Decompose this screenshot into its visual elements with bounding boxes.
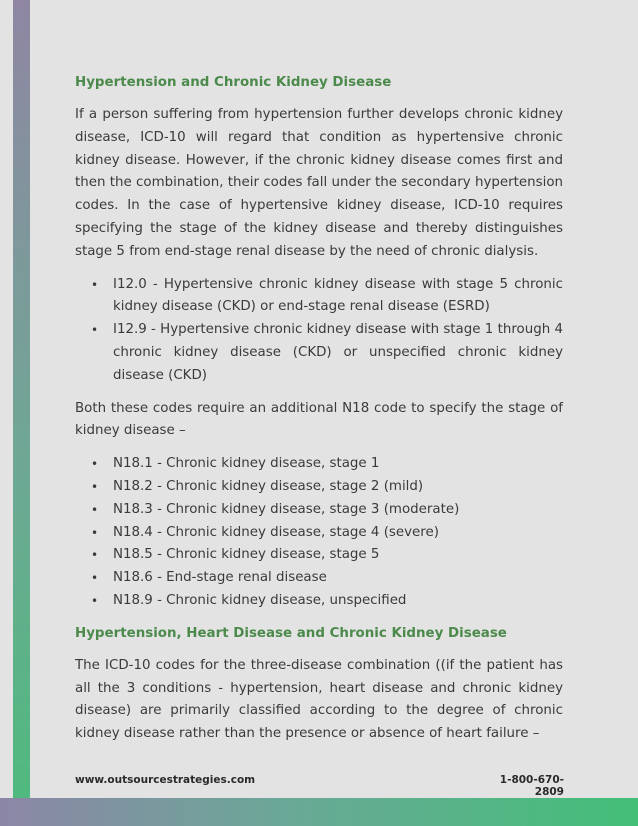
list-item (75, 590, 563, 613)
list-item (75, 274, 563, 320)
bullet-icon: • (91, 323, 99, 338)
bullet-icon: • (91, 525, 99, 540)
list-item-text: I12.0 - Hypertensive chronic kidney disease with stage 5 chronic kidney disease (CKD) or end-stage renal disease (ESRD) (113, 276, 563, 315)
bullet-icon: • (91, 571, 99, 586)
section1-paragraph: If a person suffering from hypertension further develops chronic kidney disease, ICD-10 will regard that condition as hypertensive chronic kidney disease. However, if the chronic kidney disease comes first and then the combination, their codes fall under the secondary hypertension codes. In the case of hypertensive kidney disease, ICD-10 requires specifying the stage of the kidney disease and thereby distinguishes stage 5 from end-stage renal disease by the need of chronic dialysis. (75, 107, 563, 259)
list-item (75, 453, 563, 476)
list-item-text: N18.1 - Chronic kidney disease, stage 1 (113, 456, 380, 472)
list-item-text: N18.4 - Chronic kidney disease, stage 4 (severe) (113, 524, 439, 540)
footer-phone: 1-800-670-2809 (499, 774, 564, 798)
section2-heading: Hypertension, Heart Disease and Chronic Kidney Disease (75, 625, 507, 641)
section2-paragraph: The ICD-10 codes for the three-disease combination ((if the patient has all the 3 conditions - hypertension, heart disease and chronic kidney disease) are primarily classified according to the degree of chronic kidney disease rather than the presence or absence of heart failure – (75, 657, 563, 742)
n18-code-list (75, 453, 563, 613)
left-decorative-stripe (13, 0, 30, 826)
list-item-text: N18.9 - Chronic kidney disease, unspecified (113, 592, 407, 608)
list-item (75, 544, 563, 567)
list-item-text: N18.3 - Chronic kidney disease, stage 3 (moderate) (113, 501, 460, 517)
list-item (75, 499, 563, 522)
list-item (75, 476, 563, 499)
page-content (75, 74, 563, 746)
section1-paragraph-2: Both these codes require an additional N18 code to specify the stage of kidney disease – (75, 400, 563, 439)
footer-website-link[interactable]: www.outsourcestrategies.com (75, 774, 256, 786)
list-item (75, 522, 563, 545)
bullet-icon: • (91, 479, 99, 494)
list-item-text: N18.5 - Chronic kidney disease, stage 5 (113, 547, 380, 563)
bullet-icon: • (91, 593, 99, 608)
bullet-icon: • (91, 277, 99, 292)
list-item-text: I12.9 - Hypertensive chronic kidney disease with stage 1 through 4 chronic kidney disease (CKD) or unspecified chronic kidney disease (CKD) (113, 322, 563, 383)
list-item (75, 319, 563, 387)
list-item-text: N18.6 - End-stage renal disease (113, 570, 327, 586)
list-item (75, 567, 563, 590)
bullet-icon: • (91, 502, 99, 517)
bullet-icon: • (91, 548, 99, 563)
section1-heading: Hypertension and Chronic Kidney Disease (75, 75, 392, 90)
list-item-text: N18.2 - Chronic kidney disease, stage 2 (mild) (113, 478, 424, 494)
bullet-icon: • (91, 457, 99, 472)
i12-code-list (75, 274, 563, 388)
footer-decorative-bar (0, 798, 638, 826)
